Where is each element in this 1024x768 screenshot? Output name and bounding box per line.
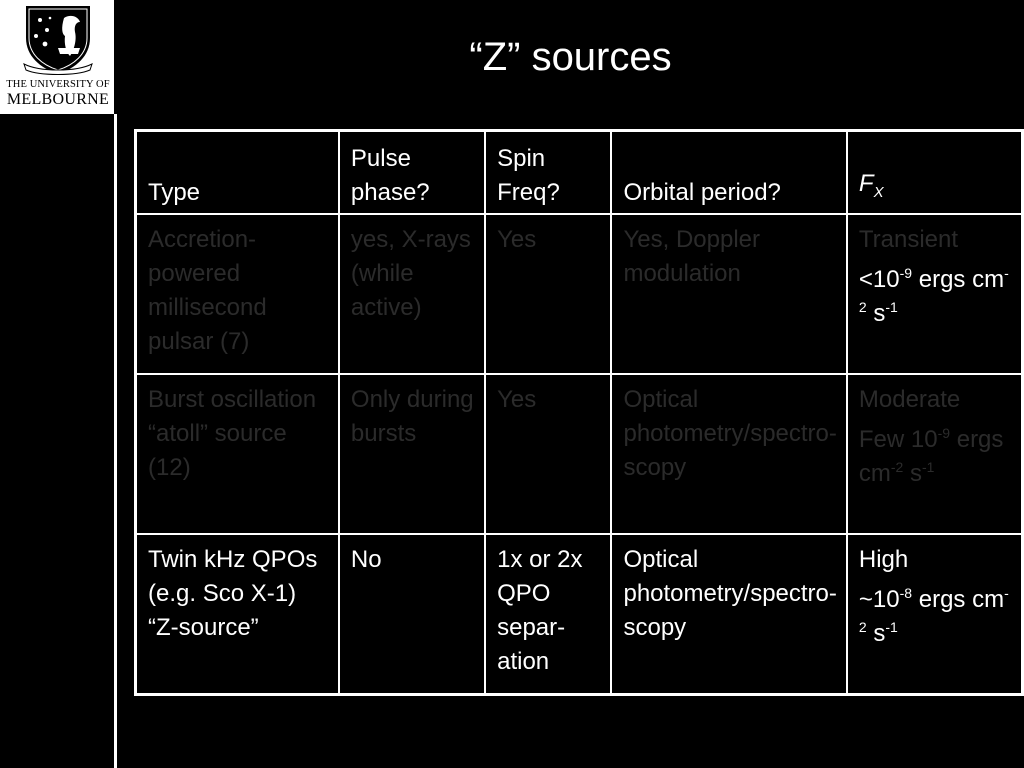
table-row [136,374,1023,534]
cell-orbital: Yes, Doppler modulation [611,214,846,374]
university-name-line1: THE UNIVERSITY OF [6,79,110,90]
cell-fx [847,214,1023,374]
table-row [136,214,1023,374]
sources-table [134,129,1024,696]
header-pulse-phase: Pulse phase? [339,131,485,215]
cell-pulse: yes, X-rays (while active) [339,214,485,374]
university-name-line2: MELBOURNE [6,91,110,108]
cell-type: Burst oscillation “atoll” source (12) [136,374,339,534]
header-orbital-period: Orbital period? [611,131,846,215]
cell-spin: 1x or 2x QPO separ-ation [485,534,611,695]
university-crest-icon [20,4,96,76]
cell-orbital: Optical photometry/spectro-scopy [611,374,846,534]
table-header-row [136,131,1023,215]
fx-level: Moderate [858,386,961,413]
sources-table-container [134,129,1024,696]
header-spin-freq: Spin Freq? [485,131,611,215]
fx-value: $<10^{-9}$ ergs $cm^{-2}$ $s^{-1}$ [858,265,1009,327]
cell-orbital: Optical photometry/spectro-scopy [611,534,846,695]
header-fx [847,131,1023,215]
cell-spin: Yes [485,214,611,374]
cell-type: Accretion-powered millisecond pulsar (7) [136,214,339,374]
university-logo [0,0,114,114]
cell-pulse: Only during bursts [339,374,485,534]
fx-value: $\sim 10^{-8}$ ergs $cm^{-2}$ $s^{-1}$ [858,585,1009,647]
left-divider [114,114,117,768]
slide-title: “Z” sources [469,35,672,79]
cell-type: Twin kHz QPOs (e.g. Sco X-1) “Z-source” [136,534,339,695]
header-type: Type [136,131,339,215]
table-row [136,534,1023,695]
cell-fx [847,374,1023,534]
cell-spin: Yes [485,374,611,534]
fx-level: High [858,546,909,573]
cell-pulse: No [339,534,485,695]
fx-value: Few $10^{-9}$ ergs $cm^{-2}$ $s^{-1}$ [858,425,1004,487]
fx-level: Transient [858,226,959,253]
fx-symbol: F [858,170,874,197]
cell-fx [847,534,1023,695]
fx-subscript: X [873,184,884,201]
